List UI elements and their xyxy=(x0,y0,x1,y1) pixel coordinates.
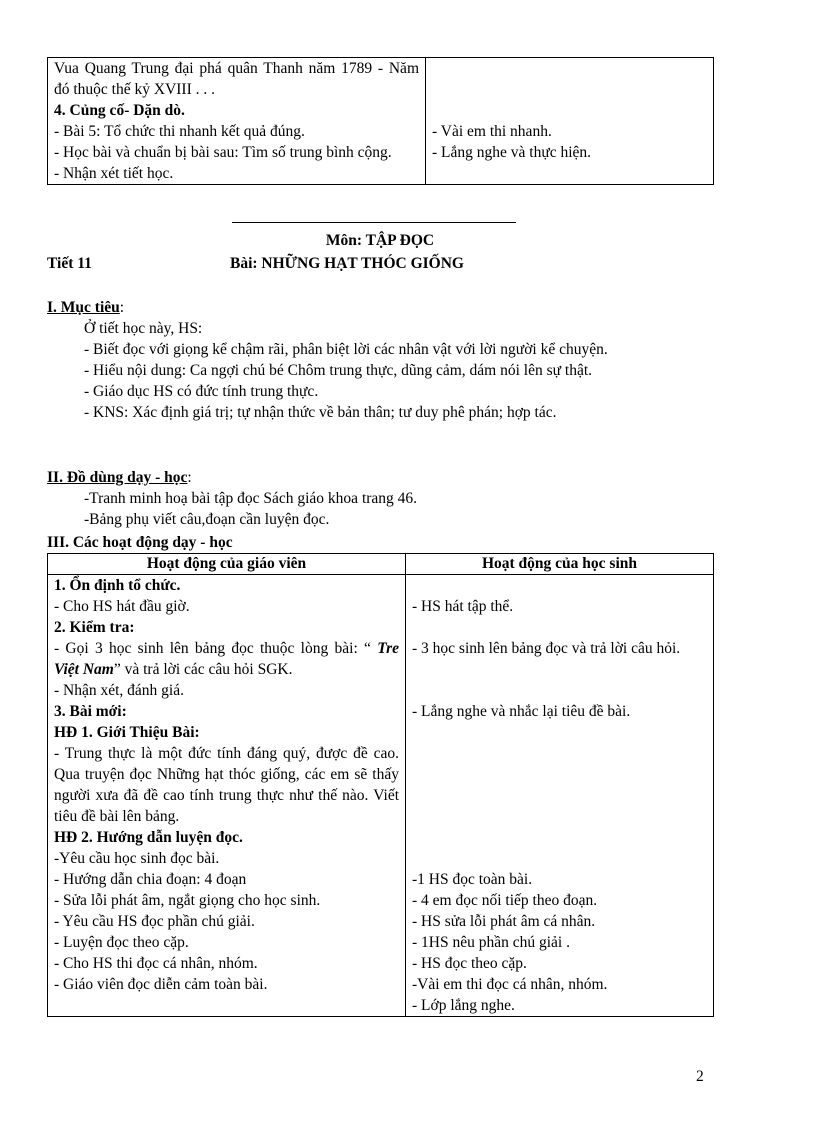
section-title: HĐ 1. Giới Thiệu Bài: xyxy=(54,724,200,741)
teacher-activities-cell xyxy=(48,575,406,1017)
section-title: HĐ 2. Hướng dẫn luyện đọc. xyxy=(54,829,243,846)
student-step: - HS đọc theo cặp. xyxy=(412,955,527,972)
teacher-step: - Yêu cầu HS đọc phần chú giải. xyxy=(54,913,255,930)
text-line: Vua Quang Trung đại phá quân Thanh năm 1789 - Năm đó thuộc thế kỷ XVIII . . . xyxy=(54,60,419,98)
objective-item: - Hiểu nội dung: Ca ngợi chú bé Chôm trung thực, dũng cảm, dám nói lên sự thật. xyxy=(84,362,593,379)
teacher-step: - Luyện đọc theo cặp. xyxy=(54,934,189,951)
activities-heading: III. Các hoạt động dạy - học xyxy=(47,534,233,551)
objectives-section xyxy=(47,297,714,423)
teacher-step: - Trung thực là một đức tính đáng quý, được đề cao. Qua truyện đọc Những hạt thóc giống, các em sẽ thấy người xưa đã đề cao tính trung thực như thế nào. Viết tiêu đề bài lên bảng. xyxy=(54,745,399,825)
teacher-step: -Yêu cầu học sinh đọc bài. xyxy=(54,850,220,867)
teacher-step: - Gọi 3 học sinh lên bảng đọc thuộc lòng bài: “ Tre Việt Nam” và trả lời các câu hỏi SGK. xyxy=(54,640,399,678)
teacher-column-header: Hoạt động của giáo viên xyxy=(48,554,406,575)
objective-item: - KNS: Xác định giá trị; tự nhận thức về bản thân; tư duy phê phán; hợp tác. xyxy=(84,404,557,421)
lesson-number: Tiết 11 xyxy=(47,255,92,272)
lesson-title: Bài: NHỮNG HẠT THÓC GIỐNG xyxy=(230,255,464,272)
objective-item: - Biết đọc với giọng kể chậm rãi, phân biệt lời các nhân vật với lời người kể chuyện. xyxy=(84,341,608,358)
material-item: -Bảng phụ viết câu,đoạn cần luyện đọc. xyxy=(84,511,330,528)
previous-teacher-cell xyxy=(48,58,426,185)
divider xyxy=(232,222,516,223)
section-title: 2. Kiểm tra: xyxy=(54,619,135,636)
student-step: - 1HS nêu phần chú giải . xyxy=(412,934,570,951)
teacher-step: - Hướng dẫn chia đoạn: 4 đoạn xyxy=(54,871,247,888)
student-step: - Lớp lắng nghe. xyxy=(412,997,515,1014)
page-number: 2 xyxy=(696,1068,704,1085)
subject-title: Môn: TẬP ĐỌC xyxy=(325,232,435,249)
objective-item: - Giáo dục HS có đức tính trung thực. xyxy=(84,383,319,400)
section-title: 3. Bài mới: xyxy=(54,703,127,720)
teacher-step: - Nhận xét, đánh giá. xyxy=(54,682,184,699)
teacher-step: - Cho HS thi đọc cá nhân, nhóm. xyxy=(54,955,258,972)
student-step: -Vài em thi đọc cá nhân, nhóm. xyxy=(412,976,608,993)
poem-title: Tre Việt Nam xyxy=(54,640,399,678)
student-step: - Lắng nghe và nhắc lại tiêu đề bài. xyxy=(412,703,631,720)
materials-section xyxy=(47,467,714,530)
student-step: - HS sửa lỗi phát âm cá nhân. xyxy=(412,913,596,930)
materials-heading: II. Đồ dùng dạy - học: xyxy=(47,469,192,486)
text-line: - Bài 5: Tổ chức thi nhanh kết quả đúng. xyxy=(54,123,305,140)
teacher-step: - Giáo viên đọc diễn cảm toàn bài. xyxy=(54,976,268,993)
section-title: 1. Ổn định tổ chức. xyxy=(54,577,181,594)
student-column-header: Hoạt động của học sinh xyxy=(406,554,714,575)
text-line: - Vài em thi nhanh. xyxy=(432,123,552,140)
text-line: - Nhận xét tiết học. xyxy=(54,165,174,182)
previous-student-cell xyxy=(426,58,714,185)
objectives-heading: I. Mục tiêu: xyxy=(47,299,125,316)
student-step: - HS hát tập thể. xyxy=(412,598,514,615)
teacher-step: - Cho HS hát đầu giờ. xyxy=(54,598,190,615)
previous-lesson-table xyxy=(47,57,714,185)
student-activities-cell xyxy=(406,575,714,1017)
text-line: - Học bài và chuẩn bị bài sau: Tìm số trung bình cộng. xyxy=(54,144,392,161)
student-step: -1 HS đọc toàn bài. xyxy=(412,871,533,888)
student-step: - 3 học sinh lên bảng đọc và trả lời câu hỏi. xyxy=(412,640,681,657)
text-line: - Lắng nghe và thực hiện. xyxy=(432,144,592,161)
teacher-step: - Sửa lỗi phát âm, ngắt giọng cho học sinh. xyxy=(54,892,321,909)
activities-table xyxy=(47,553,714,1017)
student-step: - 4 em đọc nối tiếp theo đoạn. xyxy=(412,892,598,909)
material-item: -Tranh minh hoạ bài tập đọc Sách giáo khoa trang 46. xyxy=(84,490,418,507)
section-title: 4. Củng cố- Dặn dò. xyxy=(54,102,185,119)
objectives-intro: Ở tiết học này, HS: xyxy=(84,320,203,337)
